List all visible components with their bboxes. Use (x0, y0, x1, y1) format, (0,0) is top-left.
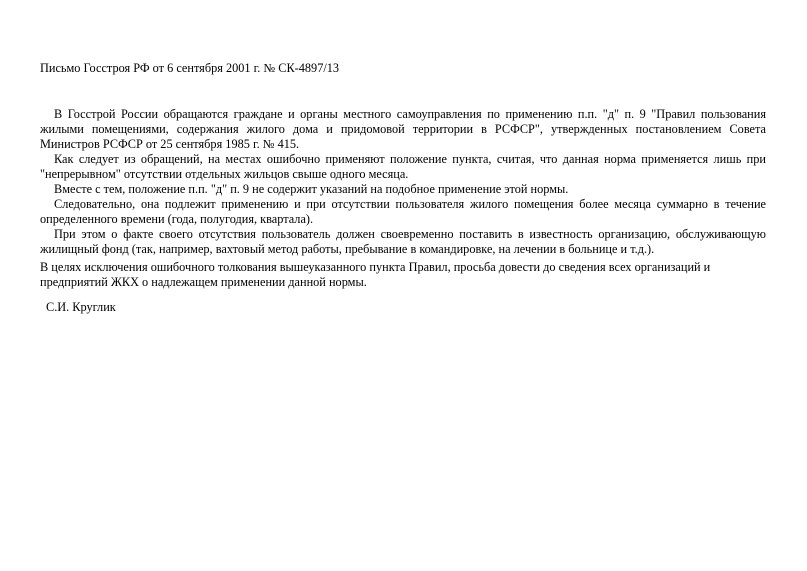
signature: С.И. Круглик (46, 300, 116, 314)
paragraph-1: В Госстрой России обращаются граждане и органы местного самоуправления по применению п.п. "д" п. 9 "Правил пользования жилыми помещениями, содержания жилого дома и придомовой территории в РСФСР", утвержденных постановлением Совета Министров РСФСР от 25 сентября 1985 г. № 415. (40, 107, 766, 151)
letter-body (40, 107, 766, 257)
paragraph-5: При этом о факте своего отсутствия пользователь должен своевременно поставить в известность организацию, обслуживающую жилищный фонд (так, например, вахтовый метод работы, пребывание в командировке, на лечении в больнице и т.д.). (40, 227, 766, 256)
conclusion-paragraph: В целях исключения ошибочного толкования вышеуказанного пункта Правил, просьба довести до сведения всех организаций и предприятий ЖКХ о надлежащем применении данной нормы. (40, 260, 711, 289)
document-title: Письмо Госстроя РФ от 6 сентября 2001 г. № СК-4897/13 (40, 61, 340, 75)
paragraph-3: Вместе с тем, положение п.п. "д" п. 9 не содержит указаний на подобное применение этой нормы. (54, 182, 569, 196)
paragraph-4: Следовательно, она подлежит применению и при отсутствии пользователя жилого помещения более месяца суммарно в течение определенного времени (года, полугодия, квартала). (40, 197, 766, 226)
paragraph-2: Как следует из обращений, на местах ошибочно применяют положение пункта, считая, что данная норма применяется лишь при "непрерывном" отсутствии отдельных жильцов свыше одного месяца. (40, 152, 766, 181)
